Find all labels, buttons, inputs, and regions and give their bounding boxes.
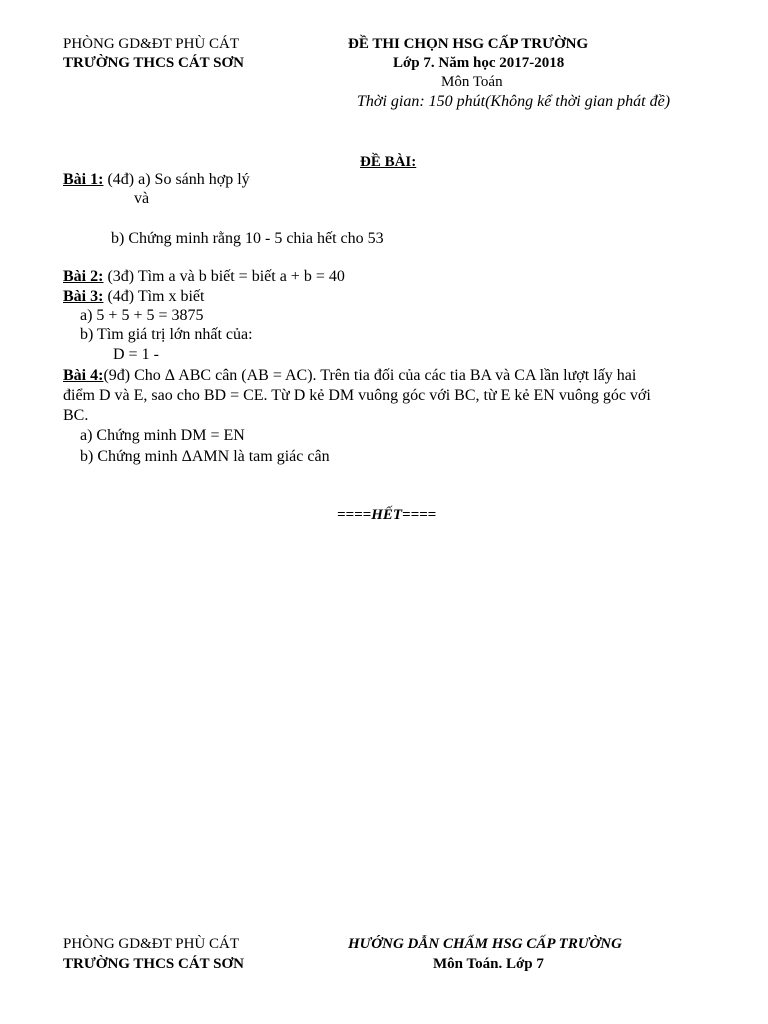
problem-3-text: (4đ) Tìm x biết	[103, 288, 205, 305]
school-department: PHÒNG GD&ĐT PHÙ CÁT	[63, 36, 239, 52]
problem-3-part-a: a) 5 + 5 + 5 = 3875	[80, 307, 204, 324]
problem-1-part-b: b) Chứng minh rằng 10 - 5 chia hết cho 53	[111, 230, 384, 247]
section-title: ĐỀ BÀI:	[360, 154, 417, 170]
exam-grade-year: Lớp 7. Năm học 2017-2018	[393, 55, 565, 71]
problem-3-expression: D = 1 -	[113, 346, 159, 363]
exam-duration: Thời gian: 150 phút(Không kể thời gian phát đề)	[357, 93, 671, 110]
problem-2	[63, 269, 345, 285]
problem-4-part-b: b) Chứng minh ΔAMN là tam giác cân	[80, 448, 330, 465]
problem-4-part-a: a) Chứng minh DM = EN	[80, 427, 245, 444]
problem-4-line-3: BC.	[63, 407, 89, 424]
problem-4-line-1: (9đ) Cho Δ ABC cân (AB = AC). Trên tia đối của các tia BA và CA lần lượt lấy hai	[103, 367, 637, 384]
problem-3-part-b: b) Tìm giá trị lớn nhất của:	[80, 326, 253, 343]
school-name: TRƯỜNG THCS CÁT SƠN	[63, 55, 245, 71]
footer-school-name: TRƯỜNG THCS CÁT SƠN	[63, 956, 245, 972]
problem-4	[63, 368, 636, 384]
footer-guide-title: HƯỚNG DẪN CHẤM HSG CẤP TRƯỜNG	[348, 936, 622, 952]
problem-1-and: và	[134, 190, 150, 207]
end-mark: ====HẾT====	[337, 507, 437, 523]
problem-1	[63, 172, 250, 188]
exam-title: ĐỀ THI CHỌN HSG CẤP TRƯỜNG	[348, 36, 589, 52]
footer-subject-grade: Môn Toán. Lớp 7	[433, 956, 544, 972]
problem-1-label: Bài 1:	[63, 171, 104, 188]
exam-subject: Môn Toán	[441, 74, 503, 90]
problem-4-line-2: điểm D và E, sao cho BD = CE. Từ D kẻ DM vuông góc với BC, từ E kẻ EN vuông góc với	[63, 387, 651, 404]
problem-4-label: Bài 4:	[63, 367, 104, 384]
footer-department: PHÒNG GD&ĐT PHÙ CÁT	[63, 936, 239, 952]
problem-1-text: (4đ) a) So sánh hợp lý	[103, 171, 250, 188]
problem-2-label: Bài 2:	[63, 268, 104, 285]
problem-3-label: Bài 3:	[63, 288, 104, 305]
problem-2-text: (3đ) Tìm a và b biết = biết a + b = 40	[103, 268, 345, 285]
problem-3	[63, 289, 204, 305]
